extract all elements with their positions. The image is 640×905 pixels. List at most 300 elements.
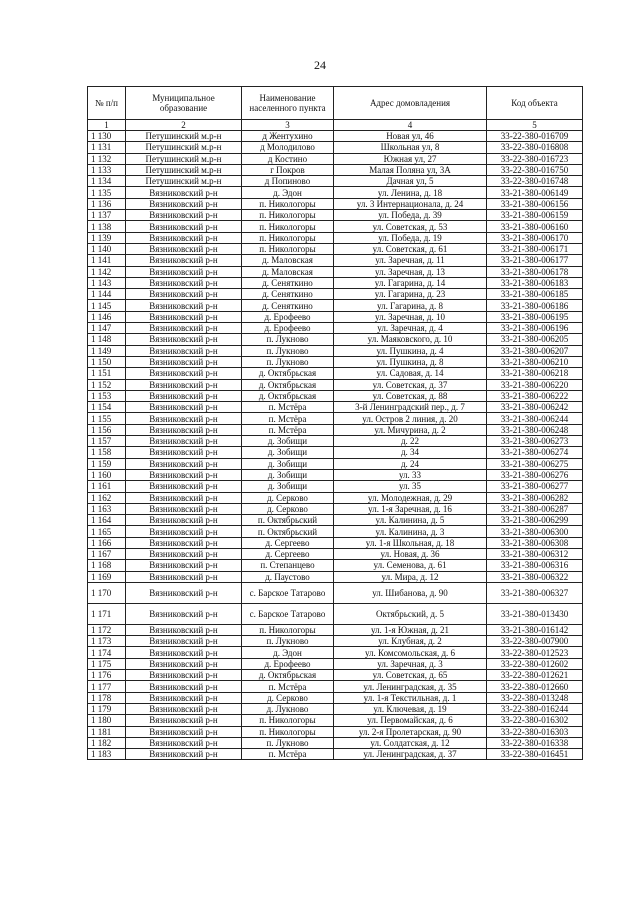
address-cell: ул. Гагарина, д. 14: [334, 277, 487, 288]
object-code-cell: 33-21-380-006149: [487, 187, 583, 198]
object-code-cell: 33-21-380-006299: [487, 515, 583, 526]
row-number-cell: 1 140: [88, 243, 126, 254]
object-code-cell: 33-22-380-012621: [487, 670, 583, 681]
table-row: [88, 526, 583, 537]
address-cell: ул. Ленинградская, д. 37: [334, 749, 487, 760]
settlement-cell: д Жентухино: [242, 131, 334, 142]
row-number-cell: 1 179: [88, 703, 126, 714]
address-cell: ул. Мира, д. 12: [334, 571, 487, 582]
address-cell: ул. 35: [334, 481, 487, 492]
row-number-cell: 1 146: [88, 311, 126, 322]
header-settlement: Наименование населенного пункта: [242, 87, 334, 120]
address-cell: ул. Маяковского, д. 10: [334, 334, 487, 345]
municipality-cell: Вязниковский р-н: [126, 526, 242, 537]
table-row: [88, 153, 583, 164]
municipality-cell: Вязниковский р-н: [126, 603, 242, 624]
table-row: [88, 447, 583, 458]
object-code-cell: 33-21-380-006186: [487, 300, 583, 311]
settlement-cell: д. Маловская: [242, 255, 334, 266]
object-code-cell: 33-21-380-006218: [487, 368, 583, 379]
municipality-cell: Вязниковский р-н: [126, 187, 242, 198]
settlement-cell: п. Никологоры: [242, 243, 334, 254]
address-cell: ул. 33: [334, 469, 487, 480]
settlement-cell: п. Никологоры: [242, 715, 334, 726]
settlement-cell: д. Сеняткино: [242, 277, 334, 288]
address-cell: ул. Солдатская, д. 12: [334, 737, 487, 748]
row-number-cell: 1 149: [88, 345, 126, 356]
object-code-cell: 33-21-380-006242: [487, 402, 583, 413]
municipality-cell: Вязниковский р-н: [126, 413, 242, 424]
table-row: [88, 458, 583, 469]
settlement-cell: п. Мстёра: [242, 749, 334, 760]
municipality-cell: Вязниковский р-н: [126, 210, 242, 221]
table-row: [88, 131, 583, 142]
municipality-cell: Вязниковский р-н: [126, 300, 242, 311]
address-cell: ул. Заречная, д. 11: [334, 255, 487, 266]
object-code-cell: 33-21-380-006207: [487, 345, 583, 356]
table-row: [88, 749, 583, 760]
address-cell: ул. Советская, д. 88: [334, 390, 487, 401]
object-code-cell: 33-21-380-016142: [487, 624, 583, 635]
row-number-cell: 1 164: [88, 515, 126, 526]
municipality-cell: Вязниковский р-н: [126, 647, 242, 658]
row-number-cell: 1 163: [88, 503, 126, 514]
table-row: [88, 715, 583, 726]
address-cell: ул. Новая, д. 36: [334, 548, 487, 559]
column-number: 1: [88, 120, 126, 131]
address-cell: ул. Пушкина, д. 8: [334, 356, 487, 367]
address-cell: ул. Пушкина, д. 4: [334, 345, 487, 356]
settlement-cell: п. Лукново: [242, 737, 334, 748]
column-number-row: [88, 120, 583, 131]
municipality-cell: Вязниковский р-н: [126, 289, 242, 300]
municipality-cell: Вязниковский р-н: [126, 515, 242, 526]
municipality-cell: Петушинский м.р-н: [126, 131, 242, 142]
row-number-cell: 1 135: [88, 187, 126, 198]
municipality-cell: Вязниковский р-н: [126, 323, 242, 334]
object-code-cell: 33-21-380-006156: [487, 198, 583, 209]
row-number-cell: 1 173: [88, 636, 126, 647]
address-cell: Октябрьский, д. 5: [334, 603, 487, 624]
settlement-cell: п. Никологоры: [242, 232, 334, 243]
municipality-cell: Вязниковский р-н: [126, 379, 242, 390]
object-code-cell: 33-21-380-006222: [487, 390, 583, 401]
row-number-cell: 1 155: [88, 413, 126, 424]
settlement-cell: п. Лукново: [242, 345, 334, 356]
table-row: [88, 221, 583, 232]
object-code-cell: 33-21-380-006275: [487, 458, 583, 469]
row-number-cell: 1 143: [88, 277, 126, 288]
row-number-cell: 1 133: [88, 164, 126, 175]
settlement-cell: п. Октябрьский: [242, 515, 334, 526]
table-row: [88, 323, 583, 334]
municipality-cell: Вязниковский р-н: [126, 469, 242, 480]
municipality-cell: Вязниковский р-н: [126, 737, 242, 748]
row-number-cell: 1 136: [88, 198, 126, 209]
row-number-cell: 1 145: [88, 300, 126, 311]
address-cell: ул. Ленина, д. 18: [334, 187, 487, 198]
settlement-cell: д. Сеняткино: [242, 300, 334, 311]
table-row: [88, 469, 583, 480]
address-cell: ул. 1-я Текстильная, д. 1: [334, 692, 487, 703]
municipality-cell: Петушинский м.р-н: [126, 142, 242, 153]
address-cell: д. 34: [334, 447, 487, 458]
table-row: [88, 603, 583, 624]
settlement-cell: п. Никологоры: [242, 210, 334, 221]
row-number-cell: 1 176: [88, 670, 126, 681]
address-cell: Дачная ул, 5: [334, 176, 487, 187]
object-code-cell: 33-22-380-012602: [487, 658, 583, 669]
table-row: [88, 560, 583, 571]
row-number-cell: 1 150: [88, 356, 126, 367]
settlement-cell: д. Ерофеево: [242, 658, 334, 669]
address-cell: ул. Садовая, д. 14: [334, 368, 487, 379]
address-cell: ул. Молодежная, д. 29: [334, 492, 487, 503]
table-row: [88, 647, 583, 658]
address-cell: Школьная ул, 8: [334, 142, 487, 153]
page-number: 24: [314, 58, 326, 72]
object-code-cell: 33-21-380-006274: [487, 447, 583, 458]
object-code-cell: 33-22-380-013248: [487, 692, 583, 703]
address-cell: ул. Заречная, д. 10: [334, 311, 487, 322]
settlement-cell: д. Сеняткино: [242, 289, 334, 300]
address-cell: Малая Поляна ул, 3А: [334, 164, 487, 175]
object-code-cell: 33-21-380-006276: [487, 469, 583, 480]
object-code-cell: 33-22-380-016303: [487, 726, 583, 737]
row-number-cell: 1 131: [88, 142, 126, 153]
table-row: [88, 492, 583, 503]
settlement-cell: п. Октябрьский: [242, 526, 334, 537]
table-row: [88, 345, 583, 356]
settlement-cell: с. Барское Татарово: [242, 603, 334, 624]
table-row: [88, 164, 583, 175]
row-number-cell: 1 152: [88, 379, 126, 390]
table-row: [88, 187, 583, 198]
table-row: [88, 390, 583, 401]
municipality-cell: Петушинский м.р-н: [126, 164, 242, 175]
table-row: [88, 210, 583, 221]
settlement-cell: д. Серково: [242, 503, 334, 514]
municipality-cell: Вязниковский р-н: [126, 548, 242, 559]
header-municipality: Муниципальное образование: [126, 87, 242, 120]
table-row: [88, 636, 583, 647]
address-cell: ул. Калинина, д. 3: [334, 526, 487, 537]
settlement-cell: с. Барское Татарово: [242, 582, 334, 603]
row-number-cell: 1 167: [88, 548, 126, 559]
municipality-cell: Вязниковский р-н: [126, 703, 242, 714]
settlement-cell: д. Маловская: [242, 266, 334, 277]
table-row: [88, 379, 583, 390]
table-row: [88, 142, 583, 153]
settlement-cell: д Попиново: [242, 176, 334, 187]
object-code-cell: 33-22-380-016338: [487, 737, 583, 748]
table-row: [88, 356, 583, 367]
address-cell: ул. 3 Интернационала, д. 24: [334, 198, 487, 209]
settlement-cell: д. Сергеево: [242, 537, 334, 548]
address-cell: ул. Шибанова, д. 90: [334, 582, 487, 603]
settlement-cell: д. Зобищи: [242, 458, 334, 469]
address-cell: ул. Клубная, д. 2: [334, 636, 487, 647]
table-row: [88, 703, 583, 714]
household-registry-table: [87, 86, 583, 760]
table-row: [88, 176, 583, 187]
address-cell: ул. 1-я Школьная, д. 18: [334, 537, 487, 548]
settlement-cell: д. Сергеево: [242, 548, 334, 559]
municipality-cell: Вязниковский р-н: [126, 447, 242, 458]
object-code-cell: 33-21-380-006183: [487, 277, 583, 288]
row-number-cell: 1 181: [88, 726, 126, 737]
object-code-cell: 33-22-380-016302: [487, 715, 583, 726]
table-row: [88, 266, 583, 277]
header-address: Адрес домовладения: [334, 87, 487, 120]
municipality-cell: Вязниковский р-н: [126, 232, 242, 243]
row-number-cell: 1 138: [88, 221, 126, 232]
municipality-cell: Вязниковский р-н: [126, 266, 242, 277]
object-code-cell: 33-21-380-006205: [487, 334, 583, 345]
address-cell: 3-й Ленинградский пер., д. 7: [334, 402, 487, 413]
row-number-cell: 1 169: [88, 571, 126, 582]
settlement-cell: п. Мстёра: [242, 681, 334, 692]
address-cell: ул. Советская, д. 65: [334, 670, 487, 681]
row-number-cell: 1 158: [88, 447, 126, 458]
settlement-cell: д. Эдон: [242, 647, 334, 658]
settlement-cell: д. Серково: [242, 492, 334, 503]
municipality-cell: Вязниковский р-н: [126, 311, 242, 322]
address-cell: ул. Гагарина, д. 23: [334, 289, 487, 300]
settlement-cell: д. Зобищи: [242, 481, 334, 492]
object-code-cell: 33-21-380-006277: [487, 481, 583, 492]
row-number-cell: 1 161: [88, 481, 126, 492]
table-row: [88, 658, 583, 669]
table-row: [88, 503, 583, 514]
table-row: [88, 334, 583, 345]
address-cell: Новая ул, 46: [334, 131, 487, 142]
header-row: [88, 87, 583, 120]
address-cell: ул. Первомайская, д. 6: [334, 715, 487, 726]
table-row: [88, 368, 583, 379]
address-cell: ул. 2-я Пролетарская, д. 90: [334, 726, 487, 737]
table-row: [88, 289, 583, 300]
address-cell: ул. Советская, д. 61: [334, 243, 487, 254]
address-cell: ул. Заречная, д. 4: [334, 323, 487, 334]
settlement-cell: п. Никологоры: [242, 624, 334, 635]
settlement-cell: д. Ерофеево: [242, 311, 334, 322]
address-cell: ул. Калинина, д. 5: [334, 515, 487, 526]
municipality-cell: Вязниковский р-н: [126, 221, 242, 232]
header-object-code: Код объекта: [487, 87, 583, 120]
table-row: [88, 670, 583, 681]
row-number-cell: 1 144: [88, 289, 126, 300]
row-number-cell: 1 159: [88, 458, 126, 469]
settlement-cell: г Покров: [242, 164, 334, 175]
row-number-cell: 1 170: [88, 582, 126, 603]
row-number-cell: 1 130: [88, 131, 126, 142]
table-row: [88, 624, 583, 635]
address-cell: ул. Ленинградская, д. 35: [334, 681, 487, 692]
settlement-cell: д Молодилово: [242, 142, 334, 153]
object-code-cell: 33-21-380-006170: [487, 232, 583, 243]
row-number-cell: 1 175: [88, 658, 126, 669]
row-number-cell: 1 151: [88, 368, 126, 379]
object-code-cell: 33-21-380-006322: [487, 571, 583, 582]
row-number-cell: 1 141: [88, 255, 126, 266]
table-row: [88, 726, 583, 737]
row-number-cell: 1 160: [88, 469, 126, 480]
settlement-cell: п. Мстёра: [242, 424, 334, 435]
municipality-cell: Вязниковский р-н: [126, 277, 242, 288]
object-code-cell: 33-22-380-012523: [487, 647, 583, 658]
row-number-cell: 1 156: [88, 424, 126, 435]
table-row: [88, 198, 583, 209]
object-code-cell: 33-21-380-006220: [487, 379, 583, 390]
municipality-cell: Вязниковский р-н: [126, 198, 242, 209]
table-header: [88, 87, 583, 131]
object-code-cell: 33-21-380-006177: [487, 255, 583, 266]
settlement-cell: д. Паустово: [242, 571, 334, 582]
municipality-cell: Вязниковский р-н: [126, 715, 242, 726]
row-number-cell: 1 166: [88, 537, 126, 548]
object-code-cell: 33-22-380-016748: [487, 176, 583, 187]
address-cell: ул. Комсомольская, д. 6: [334, 647, 487, 658]
table-row: [88, 515, 583, 526]
address-cell: д. 22: [334, 436, 487, 447]
settlement-cell: п. Степанцево: [242, 560, 334, 571]
municipality-cell: Вязниковский р-н: [126, 481, 242, 492]
object-code-cell: 33-21-380-006248: [487, 424, 583, 435]
row-number-cell: 1 165: [88, 526, 126, 537]
municipality-cell: Вязниковский р-н: [126, 571, 242, 582]
column-number: 3: [242, 120, 334, 131]
header-row-number: № п/п: [88, 87, 126, 120]
row-number-cell: 1 132: [88, 153, 126, 164]
row-number-cell: 1 183: [88, 749, 126, 760]
municipality-cell: Вязниковский р-н: [126, 458, 242, 469]
municipality-cell: Вязниковский р-н: [126, 537, 242, 548]
settlement-cell: д. Лукново: [242, 703, 334, 714]
object-code-cell: 33-21-380-006287: [487, 503, 583, 514]
row-number-cell: 1 168: [88, 560, 126, 571]
row-number-cell: 1 172: [88, 624, 126, 635]
settlement-cell: д. Зобищи: [242, 469, 334, 480]
table-body: [88, 131, 583, 760]
object-code-cell: 33-21-380-006300: [487, 526, 583, 537]
municipality-cell: Вязниковский р-н: [126, 560, 242, 571]
object-code-cell: 33-21-380-006196: [487, 323, 583, 334]
row-number-cell: 1 157: [88, 436, 126, 447]
municipality-cell: Вязниковский р-н: [126, 356, 242, 367]
municipality-cell: Вязниковский р-н: [126, 243, 242, 254]
object-code-cell: 33-22-380-016808: [487, 142, 583, 153]
municipality-cell: Вязниковский р-н: [126, 503, 242, 514]
object-code-cell: 33-21-380-006159: [487, 210, 583, 221]
municipality-cell: Вязниковский р-н: [126, 636, 242, 647]
municipality-cell: Вязниковский р-н: [126, 624, 242, 635]
row-number-cell: 1 137: [88, 210, 126, 221]
column-number: 2: [126, 120, 242, 131]
settlement-cell: д. Эдон: [242, 187, 334, 198]
settlement-cell: п. Никологоры: [242, 221, 334, 232]
municipality-cell: Вязниковский р-н: [126, 390, 242, 401]
settlement-cell: п. Никологоры: [242, 198, 334, 209]
table-row: [88, 311, 583, 322]
municipality-cell: Вязниковский р-н: [126, 436, 242, 447]
municipality-cell: Вязниковский р-н: [126, 658, 242, 669]
address-cell: ул. 1-я Заречная, д. 16: [334, 503, 487, 514]
object-code-cell: 33-22-380-016750: [487, 164, 583, 175]
settlement-cell: п. Лукново: [242, 356, 334, 367]
municipality-cell: Вязниковский р-н: [126, 726, 242, 737]
object-code-cell: 33-21-380-006327: [487, 582, 583, 603]
column-number: 5: [487, 120, 583, 131]
object-code-cell: 33-21-380-006210: [487, 356, 583, 367]
object-code-cell: 33-21-380-006178: [487, 266, 583, 277]
address-cell: ул. Ключевая, д. 19: [334, 703, 487, 714]
table-row: [88, 571, 583, 582]
municipality-cell: Вязниковский р-н: [126, 749, 242, 760]
address-cell: ул. Советская, д. 53: [334, 221, 487, 232]
settlement-cell: д. Октябрьская: [242, 368, 334, 379]
settlement-cell: п. Лукново: [242, 334, 334, 345]
row-number-cell: 1 147: [88, 323, 126, 334]
object-code-cell: 33-21-380-006312: [487, 548, 583, 559]
table-row: [88, 436, 583, 447]
object-code-cell: 33-22-380-007900: [487, 636, 583, 647]
row-number-cell: 1 182: [88, 737, 126, 748]
address-cell: ул. Победа, д. 19: [334, 232, 487, 243]
settlement-cell: п. Лукново: [242, 636, 334, 647]
settlement-cell: д. Октябрьская: [242, 390, 334, 401]
object-code-cell: 33-21-380-006160: [487, 221, 583, 232]
row-number-cell: 1 139: [88, 232, 126, 243]
row-number-cell: 1 174: [88, 647, 126, 658]
address-cell: ул. Советская, д. 37: [334, 379, 487, 390]
object-code-cell: 33-21-380-006244: [487, 413, 583, 424]
municipality-cell: Петушинский м.р-н: [126, 153, 242, 164]
table-row: [88, 692, 583, 703]
address-cell: Южная ул, 27: [334, 153, 487, 164]
row-number-cell: 1 178: [88, 692, 126, 703]
municipality-cell: Вязниковский р-н: [126, 681, 242, 692]
municipality-cell: Вязниковский р-н: [126, 368, 242, 379]
address-cell: ул. Победа, д. 39: [334, 210, 487, 221]
column-number: 4: [334, 120, 487, 131]
row-number-cell: 1 171: [88, 603, 126, 624]
municipality-cell: Вязниковский р-н: [126, 424, 242, 435]
municipality-cell: Вязниковский р-н: [126, 402, 242, 413]
row-number-cell: 1 148: [88, 334, 126, 345]
object-code-cell: 33-22-380-012660: [487, 681, 583, 692]
municipality-cell: Вязниковский р-н: [126, 582, 242, 603]
municipality-cell: Вязниковский р-н: [126, 255, 242, 266]
table-row: [88, 232, 583, 243]
settlement-cell: д. Октябрьская: [242, 379, 334, 390]
table-row: [88, 582, 583, 603]
settlement-cell: д. Зобищи: [242, 436, 334, 447]
municipality-cell: Вязниковский р-н: [126, 334, 242, 345]
table-row: [88, 255, 583, 266]
table-row: [88, 737, 583, 748]
row-number-cell: 1 154: [88, 402, 126, 413]
object-code-cell: 33-22-380-016451: [487, 749, 583, 760]
row-number-cell: 1 142: [88, 266, 126, 277]
municipality-cell: Вязниковский р-н: [126, 670, 242, 681]
municipality-cell: Вязниковский р-н: [126, 492, 242, 503]
municipality-cell: Вязниковский р-н: [126, 692, 242, 703]
table-row: [88, 481, 583, 492]
table-row: [88, 413, 583, 424]
object-code-cell: 33-21-380-006195: [487, 311, 583, 322]
object-code-cell: 33-21-380-006316: [487, 560, 583, 571]
